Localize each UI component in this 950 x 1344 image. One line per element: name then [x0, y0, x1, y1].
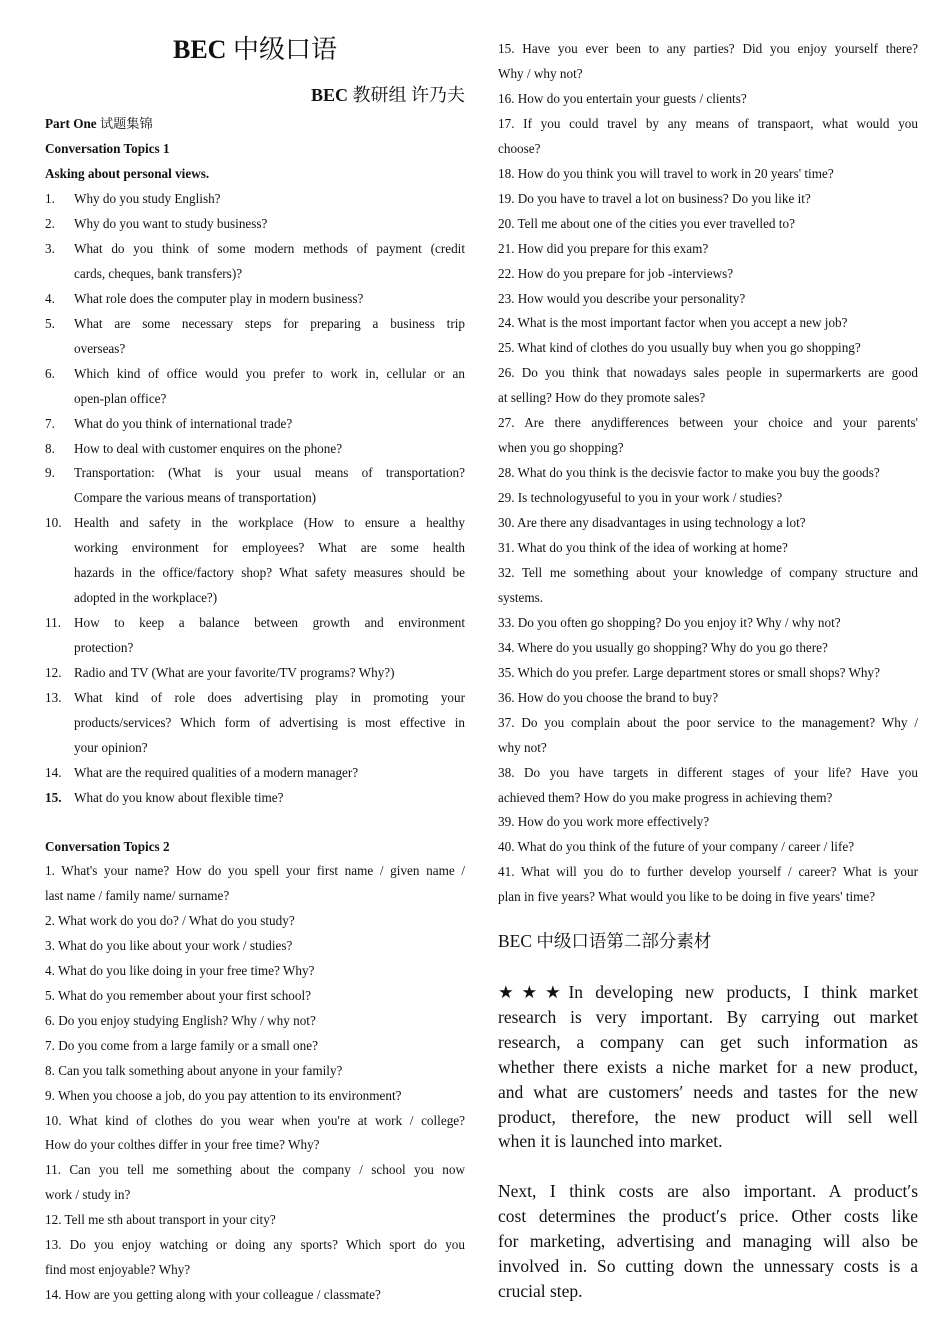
- list-item-text: What are some necessary steps for preparing a business trip: [74, 315, 465, 331]
- list-item-number: 13.: [45, 690, 62, 705]
- text-line: [498, 166, 918, 182]
- list-item-number: 5.: [45, 315, 55, 331]
- text-line: [498, 266, 918, 282]
- paragraph-line: research is very important. By carrying out market: [498, 1006, 918, 1027]
- text-line-content: plan in five years? What would you like to be doing in five years' time?: [498, 889, 876, 905]
- text-line-content: How do your colthes differ in your free time? Why?: [45, 1137, 320, 1153]
- list-item-text: What do you think of international trade?: [74, 415, 293, 431]
- text-line-content: 11. Can you tell me something about the company / school you now: [45, 1162, 465, 1178]
- paragraph-line: when it is launched into market.: [498, 1131, 723, 1152]
- text-line-content: choose?: [498, 140, 541, 156]
- list-item-text: Radio and TV (What are your favorite/TV programs? Why?): [74, 665, 395, 681]
- text-line-content: 37. Do you complain about the poor service to the management? Why /: [498, 714, 918, 730]
- text-line-content: 33. Do you often go shopping? Do you enjoy it? Why / why not?: [498, 614, 841, 630]
- text-line-content: 13. Do you enjoy watching or doing any sports? Which sport do you: [45, 1237, 465, 1253]
- list-item-number: 8.: [45, 440, 55, 456]
- text-line-content: 18. How do you think you will travel to work in 20 years' time?: [498, 165, 834, 181]
- text-line-content: 10. What kind of clothes do you wear when you're at work / college?: [45, 1112, 465, 1128]
- title-bold: BEC: [173, 35, 227, 64]
- text-line-content: 39. How do you work more effectively?: [498, 814, 710, 830]
- list-item-text: open-plan office?: [74, 390, 167, 406]
- document-title: [45, 34, 465, 66]
- topics1-heading: Conversation Topics 1: [45, 141, 170, 156]
- text-line-content: work / study in?: [45, 1187, 131, 1203]
- text-line: [45, 1088, 465, 1104]
- text-line: [45, 1013, 465, 1029]
- list-item-text: adopted in the workplace?): [74, 590, 218, 606]
- text-line-content: 24. What is the most important factor when you accept a new job?: [498, 315, 848, 331]
- text-line-content: 4. What do you like doing in your free time? Why?: [45, 962, 315, 978]
- text-line: [498, 590, 918, 606]
- text-line: [45, 938, 465, 954]
- list-item-number: 4.: [45, 290, 55, 306]
- list-item-text: hazards in the office/factory shop? What safety measures should be: [74, 565, 465, 581]
- text-line: [45, 988, 465, 1004]
- text-line-content: 29. Is technologyuseful to you in your work / studies?: [498, 490, 783, 506]
- list-item-text: How to keep a balance between growth and environment: [74, 615, 465, 631]
- text-line-content: 23. How would you describe your personality?: [498, 290, 746, 306]
- text-line: [498, 615, 918, 631]
- text-line: [498, 390, 918, 406]
- paragraph-line: involved in. So cutting down the unnessary costs is a: [498, 1255, 918, 1276]
- list-item-text: products/services? Which form of advertising is most effective in: [74, 714, 465, 730]
- text-line-content: at selling? How do they promote sales?: [498, 390, 706, 406]
- text-line-content: 17. If you could travel by any means of transpaort, what would you: [498, 115, 918, 131]
- text-line: [45, 963, 465, 979]
- text-line: [498, 740, 918, 756]
- list-item-number: 12.: [45, 665, 62, 681]
- text-line: [498, 365, 918, 390]
- text-line: [498, 715, 918, 740]
- text-line: [498, 141, 918, 157]
- list-item-text: Health and safety in the workplace (How to ensure a healthy: [74, 515, 465, 531]
- text-line: [45, 1038, 465, 1054]
- text-line-content: 27. Are there anydifferences between your choice and your parents': [498, 415, 918, 431]
- list-item-text: your opinion?: [74, 739, 148, 755]
- text-line-content: 38. Do you have targets in different stages of your life? Have you: [498, 764, 918, 780]
- text-line-content: 16. How do you entertain your guests / clients?: [498, 90, 747, 106]
- text-line-content: 8. Can you talk something about anyone in your family?: [45, 1062, 343, 1078]
- text-line-content: 34. Where do you usually go shopping? Why do you go there?: [498, 639, 828, 655]
- text-line-content: 26. Do you think that nowadays sales people in supermarkerts are good: [498, 365, 918, 381]
- list-item-text: overseas?: [74, 340, 126, 356]
- part-heading: [45, 116, 465, 132]
- paragraph-line: whether there exists a niche market for a new product,: [498, 1056, 918, 1077]
- text-line-content: 12. Tell me sth about transport in your city?: [45, 1212, 276, 1228]
- list-item-text: What are the required qualities of a modern manager?: [74, 764, 359, 780]
- list-item-number: 6.: [45, 365, 55, 381]
- section2-heading: BEC 中级口语第二部分素材: [498, 931, 712, 951]
- text-line-content: 9. When you choose a job, do you pay attention to its environment?: [45, 1087, 402, 1103]
- text-line-content: 30. Are there any disadvantages in using technology a lot?: [498, 515, 806, 531]
- list-item-text: Why do you study English?: [74, 191, 221, 206]
- text-line: [45, 1063, 465, 1079]
- text-line: [498, 465, 918, 481]
- text-line: [498, 640, 918, 656]
- text-line: [498, 315, 918, 331]
- text-line-content: 22. How do you prepare for job -interviews?: [498, 265, 734, 281]
- text-line: [45, 913, 465, 929]
- text-line-content: 1. What's your name? How do you spell your first name / given name /: [45, 863, 465, 878]
- list-item-text: Compare the various means of transportation): [74, 490, 317, 506]
- text-line-content: 2. What work do you do? / What do you study?: [45, 912, 295, 928]
- list-item-text: What do you know about flexible time?: [74, 789, 284, 805]
- text-line: [498, 191, 918, 207]
- text-line: [45, 1187, 465, 1203]
- text-line: [498, 565, 918, 590]
- text-line-content: 21. How did you prepare for this exam?: [498, 240, 709, 256]
- text-line-content: 32. Tell me something about your knowledge of company structure and: [498, 564, 918, 580]
- text-line: [45, 1262, 465, 1278]
- list-item-text: Which kind of office would you prefer to work in, cellular or an: [74, 365, 465, 381]
- text-line: [498, 41, 918, 66]
- topics2-heading: Conversation Topics 2: [45, 839, 170, 854]
- list-item-text: How to deal with customer enquires on the phone?: [74, 440, 343, 456]
- text-line-content: 41. What will you do to further develop yourself / career? What is your: [498, 864, 918, 880]
- text-line-content: why not?: [498, 739, 547, 755]
- text-line-content: 6. Do you enjoy studying English? Why / why not?: [45, 1012, 316, 1028]
- paragraph-line: product, therefore, the new product will sell well: [498, 1106, 918, 1127]
- list-item-number: 3.: [45, 240, 55, 256]
- list-item-text: Transportation: (What is your usual means of transportation?: [74, 465, 465, 481]
- text-line-content: 28. What do you think is the decisvie factor to make you buy the goods?: [498, 465, 880, 481]
- text-line-content: 5. What do you remember about your first school?: [45, 987, 312, 1003]
- list-item-number: 7.: [45, 415, 55, 431]
- text-line-content: Why / why not?: [498, 65, 583, 81]
- part-label: Part One: [45, 116, 97, 131]
- text-line: [498, 340, 918, 356]
- paragraph-line: cost determines the product′s price. Other costs like: [498, 1205, 918, 1226]
- text-line-content: 14. How are you getting along with your colleague / classmate?: [45, 1287, 381, 1303]
- list-item-text: What role does the computer play in modern business?: [74, 290, 364, 306]
- text-line: [498, 66, 918, 82]
- text-line: [45, 1162, 465, 1187]
- text-line-content: 19. Do you have to travel a lot on business? Do you like it?: [498, 190, 811, 206]
- text-line-content: 7. Do you come from a large family or a small one?: [45, 1037, 318, 1053]
- text-line: [498, 116, 918, 141]
- text-line: [498, 889, 918, 905]
- text-line: [45, 1212, 465, 1228]
- text-line: [498, 515, 918, 531]
- list-item-number: 14.: [45, 764, 62, 780]
- paragraph-line: Next, I think costs are also important. A product′s: [498, 1181, 918, 1201]
- list-item-text: Why do you want to study business?: [74, 215, 268, 231]
- text-line-content: when you go shopping?: [498, 440, 624, 456]
- paragraph-line: crucial step.: [498, 1280, 583, 1301]
- list-item-text: What do you think of some modern methods of payment (credit: [74, 240, 465, 256]
- list-item-number: 10.: [45, 515, 62, 531]
- document-author: [311, 84, 465, 106]
- text-line-content: find most enjoyable? Why?: [45, 1262, 191, 1278]
- text-line: [498, 814, 918, 830]
- text-line-content: last name / family name/ surname?: [45, 887, 230, 903]
- list-item-number: 15.: [45, 789, 62, 805]
- text-line-content: 35. Which do you prefer. Large department stores or small shops? Why?: [498, 664, 880, 680]
- list-item-text: cards, cheques, bank transfers)?: [74, 265, 243, 281]
- text-line: [45, 863, 465, 888]
- list-item-number: 1.: [45, 191, 55, 206]
- text-line: [45, 1113, 465, 1138]
- text-line: [498, 864, 918, 889]
- title-rest: 中级口语: [226, 35, 337, 64]
- text-line-content: 25. What kind of clothes do you usually buy when you go shopping?: [498, 340, 861, 356]
- text-line-content: 31. What do you think of the idea of working at home?: [498, 540, 788, 555]
- text-line-content: 3. What do you like about your work / studies?: [45, 937, 293, 953]
- paragraph-line: ★★★In developing new products, I think market: [498, 982, 918, 1002]
- list-item-number: 2.: [45, 215, 55, 231]
- text-line-content: 40. What do you think of the future of your company / career / life?: [498, 839, 855, 855]
- text-line: [498, 241, 918, 257]
- paragraph-line: and what are customers′ needs and tastes for the new: [498, 1081, 918, 1102]
- text-line-content: systems.: [498, 589, 544, 605]
- text-line: [45, 1137, 465, 1153]
- text-line: [498, 690, 918, 706]
- text-line-content: achieved them? How do you make progress in achieving them?: [498, 789, 833, 805]
- paragraph-line: for marketing, advertising and managing will also be: [498, 1230, 918, 1251]
- text-line: [45, 888, 465, 904]
- topics1-subheading: Asking about personal views.: [45, 166, 210, 181]
- part-rest: 试题集锦: [96, 116, 153, 131]
- text-line: [498, 440, 918, 456]
- text-line: [498, 790, 918, 806]
- list-item-text: What kind of role does advertising play in promoting your: [74, 690, 465, 705]
- text-line-content: 36. How do you choose the brand to buy?: [498, 689, 719, 705]
- author-bold: BEC: [310, 85, 348, 105]
- text-line: [45, 1287, 465, 1303]
- text-line: [498, 216, 918, 232]
- text-line: [498, 765, 918, 790]
- text-line-content: 20. Tell me about one of the cities you ever travelled to?: [498, 215, 795, 231]
- list-item-text: protection?: [74, 640, 134, 656]
- text-line: [498, 839, 918, 855]
- text-line: [498, 490, 918, 506]
- list-item-number: 9.: [45, 465, 55, 481]
- text-line: [45, 1237, 465, 1262]
- text-line: [498, 91, 918, 107]
- text-line: [498, 665, 918, 681]
- text-line-content: 15. Have you ever been to any parties? Did you enjoy yourself there?: [498, 41, 918, 56]
- text-line: [498, 540, 918, 556]
- paragraph-line: research, a company can get such information as: [498, 1031, 918, 1052]
- text-line: [498, 415, 918, 440]
- list-item-text: working environment for employees? What are some health: [74, 540, 465, 556]
- text-line: [498, 291, 918, 307]
- list-item-number: 11.: [45, 615, 61, 631]
- author-rest: 教研组 许乃夫: [348, 85, 465, 105]
